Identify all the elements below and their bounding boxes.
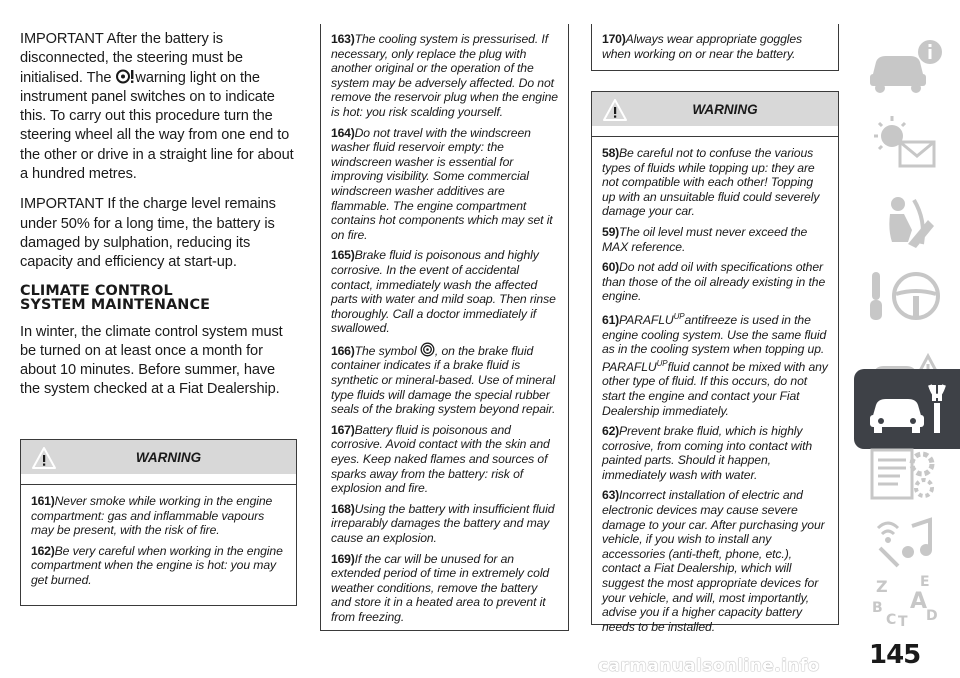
sidebar-tab-safety[interactable] bbox=[854, 182, 960, 262]
note-number: 62) bbox=[602, 424, 620, 439]
page-number: 145 bbox=[869, 640, 921, 670]
note-text: fluid cannot be mixed with any other type of fluid. If this occurs, do not start the engine and contact your Fiat Dealership immediately. bbox=[602, 359, 828, 418]
index-letter: D bbox=[926, 608, 938, 624]
notes-box-right-top bbox=[591, 24, 839, 71]
note-item bbox=[331, 32, 558, 120]
paragraph-climate: In winter, the climate control system must be turned on at least once a month for about 10 minutes. Before summer, have the system checked at a Fiat Dealership. bbox=[20, 323, 283, 398]
note-item bbox=[331, 342, 558, 417]
heading-line: SYSTEM MAINTENANCE bbox=[20, 297, 211, 314]
note-item bbox=[602, 225, 828, 254]
warning-title: WARNING bbox=[692, 102, 758, 117]
paragraph-charge-level: IMPORTANT If the charge level remains under 50% for a long time, the battery is damaged by sulphation, reducing its capacity and efficiency at start-up. bbox=[20, 196, 276, 271]
brake-fluid-symbol-icon bbox=[420, 342, 435, 357]
note-number: 169) bbox=[331, 551, 355, 566]
note-number: 165) bbox=[331, 248, 355, 263]
note-text: The oil level must never exceed the MAX reference. bbox=[602, 224, 808, 254]
note-text: Incorrect installation of electric and electronic devices may cause severe damage to your car. After purchasing your vehicle, if you wish to install any accessories (anti-theft, phone, etc.), contact a Fiat Dealership, which will suggest the most appropriate devices for your vehicle, and will, most importantly, advise you if a higher capacity battery needs to be installed. bbox=[602, 488, 825, 634]
note-number: 60) bbox=[602, 260, 620, 275]
warning-title: WARNING bbox=[135, 450, 202, 465]
note-item bbox=[331, 126, 558, 243]
note-item bbox=[602, 310, 828, 418]
watermark: carmanualsonline.info bbox=[598, 656, 820, 676]
note-text: The symbol bbox=[354, 343, 420, 358]
sidebar-tab-warning-lights[interactable] bbox=[854, 104, 960, 184]
car-info-icon bbox=[864, 34, 950, 98]
index-letter: T bbox=[898, 614, 908, 630]
heading-line: CLIMATE CONTROL bbox=[20, 282, 173, 299]
index-letter: E bbox=[920, 574, 930, 590]
note-item bbox=[602, 32, 828, 61]
paragraph-steering bbox=[20, 30, 298, 184]
note-item bbox=[331, 502, 558, 546]
superscript: UP bbox=[673, 311, 685, 321]
note-text: Using the battery with insufficient fluid irreparably damages the battery and may cause an explosion. bbox=[331, 501, 555, 545]
sidebar-tab-index[interactable] bbox=[854, 560, 960, 640]
paragraph-text: warning light on the instrument panel switches on to indicate this. To carry out this procedure turn the steering wheel all the way from one end to the other or drive in a straight line for about a hundred metres. bbox=[20, 69, 294, 183]
notes-box-middle bbox=[320, 24, 569, 631]
warning-box-2 bbox=[591, 91, 839, 634]
note-number: 170) bbox=[602, 32, 626, 46]
note-text: antifreeze is used in the engine cooling system. Use the same fluid as in the cooling system when topping up. PARAFLU bbox=[602, 312, 827, 374]
safety-seatbelt-icon bbox=[864, 190, 950, 254]
warning-lights-icon bbox=[864, 112, 950, 176]
note-item bbox=[602, 146, 828, 219]
index-letter: Z bbox=[876, 577, 888, 596]
note-item bbox=[331, 552, 558, 625]
note-text: Be very careful when working in the engine compartment when the engine is hot: you may get burned. bbox=[31, 543, 283, 587]
note-number: 167) bbox=[331, 422, 355, 437]
steering-warning-icon bbox=[115, 69, 135, 84]
warning-notes bbox=[592, 136, 838, 646]
superscript: UP bbox=[656, 358, 668, 368]
note-item bbox=[602, 488, 828, 634]
warning-header bbox=[21, 440, 296, 474]
index-letter: C bbox=[886, 612, 897, 628]
chapter-sidebar bbox=[848, 0, 960, 678]
sidebar-tab-car-info[interactable] bbox=[854, 26, 960, 106]
note-number: 58) bbox=[602, 146, 620, 160]
note-item bbox=[331, 248, 558, 336]
note-number: 164) bbox=[331, 125, 355, 140]
note-item bbox=[31, 544, 286, 588]
note-text: Brake fluid is poisonous and highly corrosive. In the event of accidental contact, immediately wash the affected parts with water and mild soap. Then rinse thoroughly. Call a doctor immediately if swallowed. bbox=[331, 248, 556, 336]
main-text-column bbox=[20, 30, 298, 411]
note-item bbox=[602, 424, 828, 482]
note-number: 163) bbox=[331, 32, 355, 46]
note-text: Never smoke while working in the engine compartment: gas and inflammable vapours may be present, with the risk of fire. bbox=[31, 494, 273, 538]
note-text: Battery fluid is poisonous and corrosive. Avoid contact with the skin and eyes. Keep naked flames and sources of sparks away from the battery: risk of explosion and fire. bbox=[331, 422, 550, 496]
note-text: If the car will be unused for an extended period of time in extremely cold weather conditions, remove the battery and store it in a heated area to prevent it from freezing. bbox=[331, 551, 550, 624]
note-text: , on the brake fluid container indicates if a brake fluid is synthetic or mineral-based. Use of mineral type fluids will damage the special rubber seals of the braking system beyond repair. bbox=[331, 343, 556, 417]
note-text: The cooling system is pressurised. If necessary, only replace the plug with another original or the operation of the system may be adversely affected. Do not remove the reservoir plug when the engine is hot: you risk scalding yourself. bbox=[331, 32, 558, 119]
note-item bbox=[331, 423, 558, 496]
warning-header bbox=[592, 92, 838, 126]
warning-notes bbox=[21, 484, 296, 600]
maintenance-icon bbox=[864, 377, 950, 441]
note-number: 63) bbox=[602, 488, 620, 503]
note-item bbox=[31, 494, 286, 538]
note-text: Do not add oil with specifications other than those of the oil already existing in the engine. bbox=[602, 260, 826, 304]
index-letter: A bbox=[910, 589, 928, 614]
warning-box-1 bbox=[20, 439, 297, 606]
note-number: 59) bbox=[602, 224, 620, 239]
note-text: PARAFLU bbox=[619, 312, 674, 327]
note-number: 61) bbox=[602, 312, 620, 327]
note-text: Prevent brake fluid, which is highly corrosive, from coming into contact with painted parts. Should it happen, immediately wash with water. bbox=[602, 424, 813, 482]
note-number: 166) bbox=[331, 343, 355, 358]
note-number: 162) bbox=[31, 543, 55, 558]
starting-driving-icon bbox=[864, 266, 950, 330]
note-number: 161) bbox=[31, 494, 55, 508]
sidebar-tab-starting-driving[interactable] bbox=[854, 258, 960, 338]
technical-data-icon bbox=[864, 442, 950, 506]
note-text: Do not travel with the windscreen washer fluid reservoir empty: the windscreen washer is essential for improving visibility. Some commercial windscreen washer additives are flammable. The engine compartment contains hot components which may set it on fire. bbox=[331, 125, 553, 242]
note-number: 168) bbox=[331, 501, 355, 516]
note-text: Be careful not to confuse the various types of fluids while topping up: they are not compatible with each other! Topping up with an unsuitable fluid could severely damage your car. bbox=[602, 146, 820, 219]
index-icon bbox=[864, 568, 950, 632]
note-text: Always wear appropriate goggles when working on or near the battery. bbox=[602, 32, 803, 61]
paragraph-text: IMPORTANT After the battery is disconnected, the steering must be initialised. The bbox=[20, 31, 243, 86]
index-letter: B bbox=[872, 600, 883, 616]
note-item bbox=[602, 260, 828, 304]
section-heading bbox=[20, 284, 298, 313]
